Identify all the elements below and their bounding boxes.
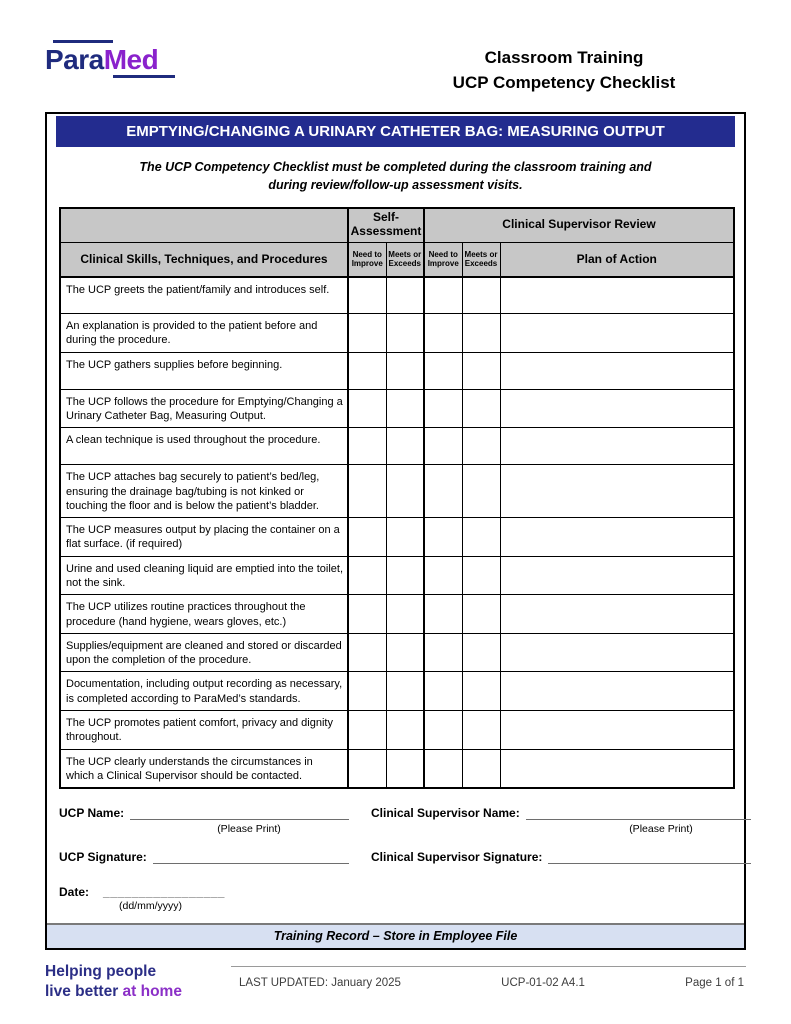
- plan-of-action-cell[interactable]: [500, 314, 734, 353]
- logo-text-para: Para: [45, 44, 104, 75]
- self-meets-exceeds-checkbox-cell[interactable]: [386, 465, 424, 518]
- skill-description-cell: A clean technique is used throughout the procedure.: [60, 428, 348, 465]
- supervisor-meets-exceeds-checkbox-cell[interactable]: [462, 672, 500, 711]
- page-header: [0, 0, 791, 95]
- supervisor-meets-exceeds-checkbox-cell[interactable]: [462, 595, 500, 634]
- self-meets-exceeds-checkbox-cell[interactable]: [386, 556, 424, 595]
- supervisor-meets-exceeds-checkbox-cell[interactable]: [462, 518, 500, 557]
- self-meets-exceeds-checkbox-cell[interactable]: [386, 595, 424, 634]
- plan-of-action-cell[interactable]: [500, 428, 734, 465]
- form-body: [45, 112, 746, 950]
- skill-description-cell: Supplies/equipment are cleaned and stored or discarded upon the completion of the procedure.: [60, 633, 348, 672]
- table-row: [60, 389, 734, 428]
- supervisor-need-improve-checkbox-cell[interactable]: [424, 314, 462, 353]
- skill-description-cell: An explanation is provided to the patient before and during the procedure.: [60, 314, 348, 353]
- supervisor-need-improve-checkbox-cell[interactable]: [424, 556, 462, 595]
- table-row: [60, 672, 734, 711]
- table-row: [60, 595, 734, 634]
- signature-section: [47, 789, 744, 912]
- tagline-live-better: live better: [45, 983, 123, 1001]
- tagline-line1: Helping people: [45, 963, 157, 981]
- empty-header-cell: [60, 208, 348, 243]
- last-updated-text: LAST UPDATED: January 2025: [239, 977, 401, 990]
- ucp-signature-column: [59, 805, 349, 864]
- skill-description-cell: The UCP gathers supplies before beginning.: [60, 352, 348, 389]
- supervisor-need-improve-checkbox-cell[interactable]: [424, 277, 462, 314]
- plan-of-action-cell[interactable]: [500, 277, 734, 314]
- supervisor-meets-exceeds-checkbox-cell[interactable]: [462, 428, 500, 465]
- supervisor-need-improve-checkbox-cell[interactable]: [424, 749, 462, 788]
- tagline-at-home: at home: [122, 983, 182, 1001]
- self-meets-exceeds-checkbox-cell[interactable]: [386, 277, 424, 314]
- table-row: [60, 518, 734, 557]
- ucp-name-input-line[interactable]: [130, 805, 349, 820]
- self-need-improve-checkbox-cell[interactable]: [348, 672, 386, 711]
- self-meets-exceeds-checkbox-cell[interactable]: [386, 352, 424, 389]
- skill-description-cell: Documentation, including output recording as necessary, is completed according to ParaMed’s standards.: [60, 672, 348, 711]
- supervisor-meets-exceeds-checkbox-cell[interactable]: [462, 556, 500, 595]
- page-footer: [45, 960, 746, 1002]
- supervisor-need-improve-checkbox-cell[interactable]: [424, 595, 462, 634]
- supervisor-need-improve-checkbox-cell[interactable]: [424, 672, 462, 711]
- date-format-hint: (dd/mm/yyyy): [119, 900, 182, 913]
- self-need-improve-checkbox-cell[interactable]: [348, 749, 386, 788]
- date-label: Date:: [59, 885, 90, 900]
- date-input-line[interactable]: _________________: [103, 885, 225, 900]
- supervisor-meets-exceeds-checkbox-cell[interactable]: [462, 749, 500, 788]
- supervisor-need-improve-checkbox-cell[interactable]: [424, 465, 462, 518]
- document-title-line2: UCP Competency Checklist: [452, 72, 676, 92]
- supervisor-meets-exceeds-checkbox-cell[interactable]: [462, 711, 500, 750]
- self-need-improve-header: Need to Improve: [348, 243, 386, 277]
- supervisor-review-header: Clinical Supervisor Review: [424, 208, 734, 243]
- document-title-line1: Classroom Training: [484, 48, 644, 67]
- self-need-improve-checkbox-cell[interactable]: [348, 633, 386, 672]
- skill-description-cell: Urine and used cleaning liquid are emptied into the toilet, not the sink.: [60, 556, 348, 595]
- self-need-improve-checkbox-cell[interactable]: [348, 277, 386, 314]
- self-meets-exceeds-checkbox-cell[interactable]: [386, 711, 424, 750]
- self-need-improve-checkbox-cell[interactable]: [348, 465, 386, 518]
- self-meets-exceeds-checkbox-cell[interactable]: [386, 672, 424, 711]
- table-row: [60, 711, 734, 750]
- ucp-please-print-hint: (Please Print): [217, 823, 281, 836]
- self-meets-exceeds-checkbox-cell[interactable]: [386, 389, 424, 428]
- document-title: [439, 40, 689, 95]
- supervisor-need-improve-checkbox-cell[interactable]: [424, 352, 462, 389]
- paramed-logo: [45, 40, 175, 78]
- supervisor-signature-column: [371, 805, 751, 864]
- plan-of-action-header: Plan of Action: [500, 243, 734, 277]
- ucp-name-label: UCP Name:: [59, 806, 125, 821]
- competency-checklist-table: [59, 207, 735, 790]
- plan-of-action-cell[interactable]: [500, 595, 734, 634]
- plan-of-action-cell[interactable]: [500, 672, 734, 711]
- self-need-improve-checkbox-cell[interactable]: [348, 352, 386, 389]
- table-row: [60, 556, 734, 595]
- table-row: [60, 749, 734, 788]
- plan-of-action-cell[interactable]: [500, 352, 734, 389]
- table-row: [60, 633, 734, 672]
- supervisor-meets-exceeds-checkbox-cell[interactable]: [462, 352, 500, 389]
- supervisor-signature-input-line[interactable]: [548, 849, 751, 864]
- table-row: [60, 314, 734, 353]
- supervisor-name-label: Clinical Supervisor Name:: [371, 806, 520, 821]
- table-row: [60, 428, 734, 465]
- self-need-improve-checkbox-cell[interactable]: [348, 428, 386, 465]
- supervisor-need-improve-checkbox-cell[interactable]: [424, 518, 462, 557]
- brand-tagline: [45, 960, 231, 1002]
- table-body: [60, 277, 734, 789]
- plan-of-action-cell[interactable]: [500, 465, 734, 518]
- plan-of-action-cell[interactable]: [500, 633, 734, 672]
- plan-of-action-cell[interactable]: [500, 389, 734, 428]
- self-need-improve-checkbox-cell[interactable]: [348, 314, 386, 353]
- plan-of-action-cell[interactable]: [500, 749, 734, 788]
- self-meets-exceeds-checkbox-cell[interactable]: [386, 314, 424, 353]
- plan-of-action-cell[interactable]: [500, 518, 734, 557]
- supervisor-meets-exceeds-checkbox-cell[interactable]: [462, 314, 500, 353]
- supervisor-please-print-hint: (Please Print): [629, 823, 693, 836]
- skill-description-cell: The UCP utilizes routine practices throughout the procedure (hand hygiene, wears gloves, etc.): [60, 595, 348, 634]
- self-need-improve-checkbox-cell[interactable]: [348, 556, 386, 595]
- skill-description-cell: The UCP follows the procedure for Emptying/Changing a Urinary Catheter Bag, Measuring Output.: [60, 389, 348, 428]
- logo-bottom-line-decoration: [113, 75, 175, 78]
- document-code: UCP-01-02 A4.1: [501, 977, 585, 990]
- self-need-improve-checkbox-cell[interactable]: [348, 711, 386, 750]
- self-meets-exceeds-checkbox-cell[interactable]: [386, 633, 424, 672]
- supervisor-meets-exceeds-checkbox-cell[interactable]: [462, 389, 500, 428]
- supervisor-need-improve-header: Need to Improve: [424, 243, 462, 277]
- self-need-improve-checkbox-cell[interactable]: [348, 595, 386, 634]
- table-header: [60, 208, 734, 277]
- supervisor-need-improve-checkbox-cell[interactable]: [424, 711, 462, 750]
- instruction-line1: The UCP Competency Checklist must be completed during the classroom training and: [139, 160, 652, 175]
- skill-description-cell: The UCP clearly understands the circumstances in which a Clinical Supervisor should be contacted.: [60, 749, 348, 788]
- self-meets-exceeds-checkbox-cell[interactable]: [386, 428, 424, 465]
- self-need-improve-checkbox-cell[interactable]: [348, 389, 386, 428]
- supervisor-meets-exceeds-checkbox-cell[interactable]: [462, 633, 500, 672]
- supervisor-need-improve-checkbox-cell[interactable]: [424, 389, 462, 428]
- plan-of-action-cell[interactable]: [500, 711, 734, 750]
- logo-top-line-decoration: [53, 40, 113, 43]
- page-number: Page 1 of 1: [685, 977, 744, 990]
- skills-column-header: Clinical Skills, Techniques, and Procedures: [60, 243, 348, 277]
- supervisor-need-improve-checkbox-cell[interactable]: [424, 633, 462, 672]
- instruction-text: [47, 147, 744, 206]
- plan-of-action-cell[interactable]: [500, 556, 734, 595]
- footer-meta-row: [231, 966, 746, 1002]
- logo-text-med: Med: [103, 44, 159, 75]
- skill-description-cell: The UCP measures output by placing the container on a flat surface. (if required): [60, 518, 348, 557]
- logo-text: [45, 45, 175, 74]
- self-meets-exceeds-checkbox-cell[interactable]: [386, 518, 424, 557]
- skill-description-cell: The UCP promotes patient comfort, privacy and dignity throughout.: [60, 711, 348, 750]
- tagline-line2: [45, 982, 231, 1002]
- supervisor-meets-exceeds-checkbox-cell[interactable]: [462, 465, 500, 518]
- table-row: [60, 352, 734, 389]
- table-row: [60, 465, 734, 518]
- instruction-line2: during review/follow-up assessment visits.: [268, 178, 523, 193]
- supervisor-meets-exceeds-header: Meets or Exceeds: [462, 243, 500, 277]
- training-record-bar: Training Record – Store in Employee File: [47, 923, 744, 948]
- procedure-title-banner: EMPTYING/CHANGING A URINARY CATHETER BAG: MEASURING OUTPUT: [56, 116, 735, 147]
- self-meets-exceeds-header: Meets or Exceeds: [386, 243, 424, 277]
- self-meets-exceeds-checkbox-cell[interactable]: [386, 749, 424, 788]
- skill-description-cell: The UCP greets the patient/family and introduces self.: [60, 277, 348, 314]
- skill-description-cell: The UCP attaches bag securely to patient’s bed/leg, ensuring the drainage bag/tubing is not kinked or touching the floor and is below the patient’s bladder.: [60, 465, 348, 518]
- self-need-improve-checkbox-cell[interactable]: [348, 518, 386, 557]
- self-assessment-header: Self-Assessment: [348, 208, 424, 243]
- ucp-signature-label: UCP Signature:: [59, 850, 147, 865]
- ucp-signature-input-line[interactable]: [153, 849, 349, 864]
- supervisor-name-input-line[interactable]: [526, 805, 751, 820]
- supervisor-need-improve-checkbox-cell[interactable]: [424, 428, 462, 465]
- supervisor-signature-label: Clinical Supervisor Signature:: [371, 850, 543, 865]
- supervisor-meets-exceeds-checkbox-cell[interactable]: [462, 277, 500, 314]
- table-row: [60, 277, 734, 314]
